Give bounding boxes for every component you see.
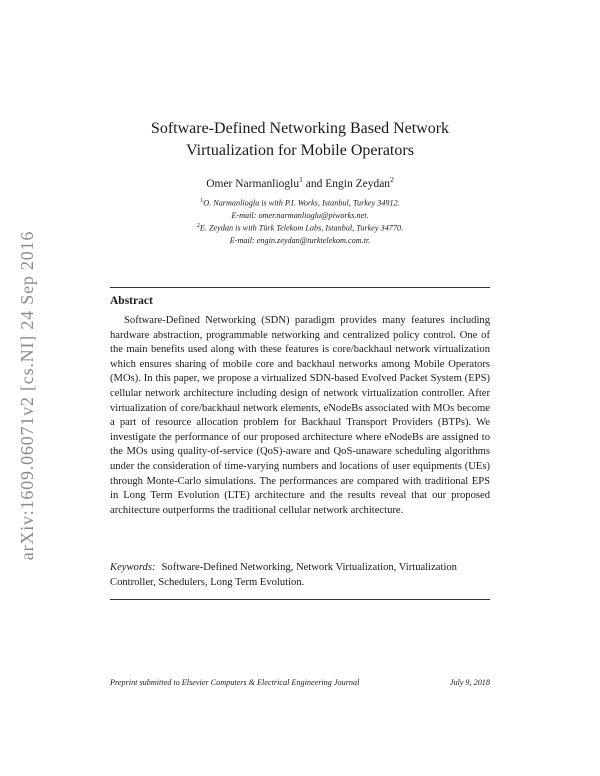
footer-date: July 9, 2018 <box>449 678 490 687</box>
arxiv-id: arXiv:1609.06071v2 [cs.NI] 24 Sep 2016 <box>17 230 38 560</box>
affiliation-2 <box>130 220 470 247</box>
affiliation-1 <box>130 195 470 222</box>
affiliation-2-text: E. Zeydan is with Türk Telekom Labs, Istanbul, Turkey 34770. <box>199 223 404 233</box>
author-conjunction: and <box>302 177 326 190</box>
abstract-top-rule <box>110 287 490 288</box>
abstract-heading: Abstract <box>110 295 153 307</box>
page-footer <box>110 678 490 687</box>
author-1-mark: 1 <box>299 175 303 184</box>
abstract-bottom-rule <box>110 599 490 600</box>
affiliation-2-mark: 2 <box>196 223 200 229</box>
author-list <box>110 175 490 190</box>
abstract-body: Software-Defined Networking (SDN) paradigm provides many features including hardware abstraction, programmable networking and centralized policy control. One of the main benefits used along with these features is core/backhaul network virtualization which ensures sharing of mobile core and backhaul networks among Mobile Operators (MOs). In this paper, we propose a virtualized SDN-based Evolved Packet System (EPS) cellular network architecture including design of network virtualization controller. After virtualization of core/backhaul network elements, eNodeBs associated with MOs become a part of resource allocation problem for Backhaul Transport Providers (BTPs). We investigate the performance of our proposed architecture where eNodeBs are assigned to the MOs using quality-of-service (QoS)-aware and QoS-unaware scheduling algorithms under the consideration of time-varying numbers and locations of user equipments (UEs) through Monte-Carlo simulations. The performances are compared with traditional EPS in Long Term Evolution (LTE) architecture and the results reveal that our proposed architecture outperforms the traditional cellular network architecture. <box>110 315 490 516</box>
keywords-label: Keywords: <box>110 562 156 573</box>
author-2-mark: 2 <box>390 175 394 184</box>
paper-title <box>110 118 490 162</box>
affiliation-1-email: E-mail: omer.narmanlioglu@piworks.net. <box>231 210 369 220</box>
affiliation-2-email: E-mail: engin.zeydan@turktelekom.com.tr. <box>229 235 371 245</box>
author-1: Omer Narmanlioglu <box>206 177 300 190</box>
affiliation-1-mark: 1 <box>200 198 204 204</box>
footer-submission: Preprint submitted to Elsevier Computers & Electrical Engineering Journal <box>110 678 360 687</box>
keywords <box>110 561 490 590</box>
title-line-2: Virtualization for Mobile Operators <box>186 142 414 159</box>
arxiv-stamp <box>4 210 52 580</box>
title-line-1: Software-Defined Networking Based Network <box>150 120 450 137</box>
affiliation-1-text: O. Narmanlioglu is with P.I. Works, Istanbul, Turkey 34912. <box>203 198 400 208</box>
author-2: Engin Zeydan <box>325 177 391 190</box>
keywords-text: Software-Defined Networking, Network Virtualization, Virtualization Controller, Schedulers, Long Term Evolution. <box>110 562 457 588</box>
